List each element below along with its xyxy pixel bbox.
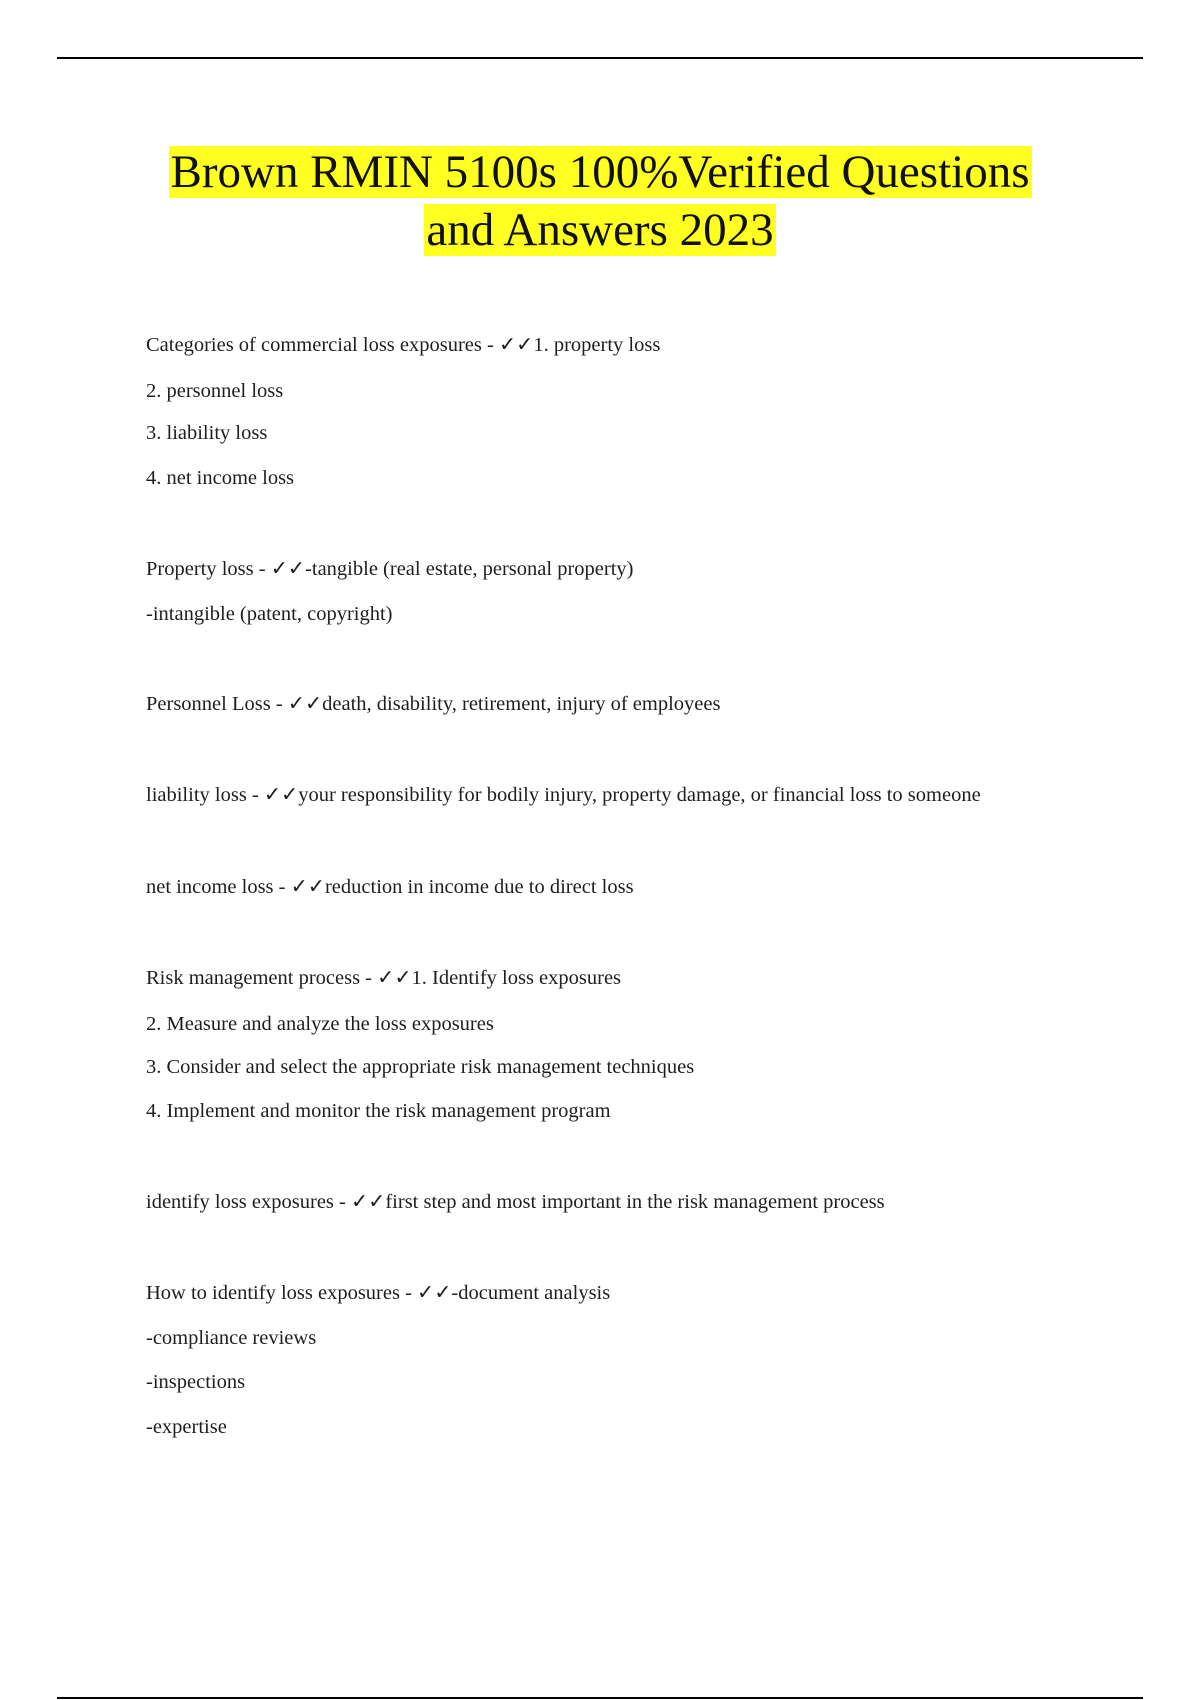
entry-answer-line: -intangible (patent, copyright) — [146, 603, 393, 625]
entry-answer: your responsibility for bodily injury, property damage, or financial loss to someone — [298, 784, 981, 806]
entry-question-line — [146, 691, 720, 717]
entry-question-line — [146, 874, 634, 900]
entry-term: Personnel Loss - — [146, 693, 288, 715]
entry-answer: first step and most important in the risk management process — [385, 1191, 885, 1213]
checkmark-icon: ✓✓ — [287, 693, 323, 715]
checkmark-icon: ✓✓ — [417, 1282, 452, 1304]
checkmark-icon: ✓✓ — [377, 967, 412, 989]
top-rule — [57, 57, 1143, 59]
entry-question-line — [146, 782, 981, 808]
checkmark-icon: ✓✓ — [350, 1191, 386, 1213]
entry-answer-line: 4. Implement and monitor the risk management program — [146, 1100, 611, 1122]
entry-answer-line: 4. net income loss — [146, 467, 295, 489]
entry-answer: reduction in income due to direct loss — [324, 876, 634, 898]
entry-term: net income loss - — [146, 876, 291, 898]
entry-question-line — [146, 1280, 610, 1306]
entry-term: identify loss exposures - — [146, 1191, 351, 1213]
entry-question-line — [146, 556, 633, 582]
entry-question-line — [146, 1189, 885, 1215]
entry-answer-line: 3. Consider and select the appropriate risk management techniques — [146, 1056, 695, 1078]
entry-answer: death, disability, retirement, injury of employees — [322, 693, 721, 715]
entry-answer-line: 2. personnel loss — [146, 380, 284, 402]
entry-term: Property loss - — [146, 558, 271, 580]
checkmark-icon: ✓✓ — [290, 876, 325, 898]
entry-answer-line: -inspections — [146, 1371, 246, 1393]
bottom-rule — [57, 1697, 1143, 1699]
title-line-2: and Answers 2023 — [426, 204, 774, 256]
checkmark-icon: ✓✓ — [270, 558, 306, 580]
entry-answer: -tangible (real estate, personal property) — [305, 558, 634, 580]
checkmark-icon: ✓✓ — [263, 784, 299, 806]
entry-term: liability loss - — [146, 784, 264, 806]
entry-answer-line: -compliance reviews — [146, 1327, 317, 1349]
checkmark-icon: ✓✓ — [498, 334, 534, 356]
entry-term: Risk management process - — [146, 967, 378, 989]
entry-answer-line: -expertise — [146, 1416, 227, 1438]
entry-answer: 1. property loss — [533, 334, 661, 356]
title-line-1: Brown RMIN 5100s 100%Verified Questions — [170, 146, 1030, 198]
page-title — [0, 143, 1200, 259]
entry-question-line — [146, 965, 621, 991]
entry-term: How to identify loss exposures - — [146, 1282, 418, 1304]
entry-answer-line: 3. liability loss — [146, 422, 268, 444]
entry-answer: 1. Identify loss exposures — [411, 967, 622, 989]
entry-question-line — [146, 332, 660, 358]
entry-answer: -document analysis — [451, 1282, 611, 1304]
entry-term: Categories of commercial loss exposures - — [146, 334, 499, 356]
entry-answer-line: 2. Measure and analyze the loss exposures — [146, 1013, 494, 1035]
